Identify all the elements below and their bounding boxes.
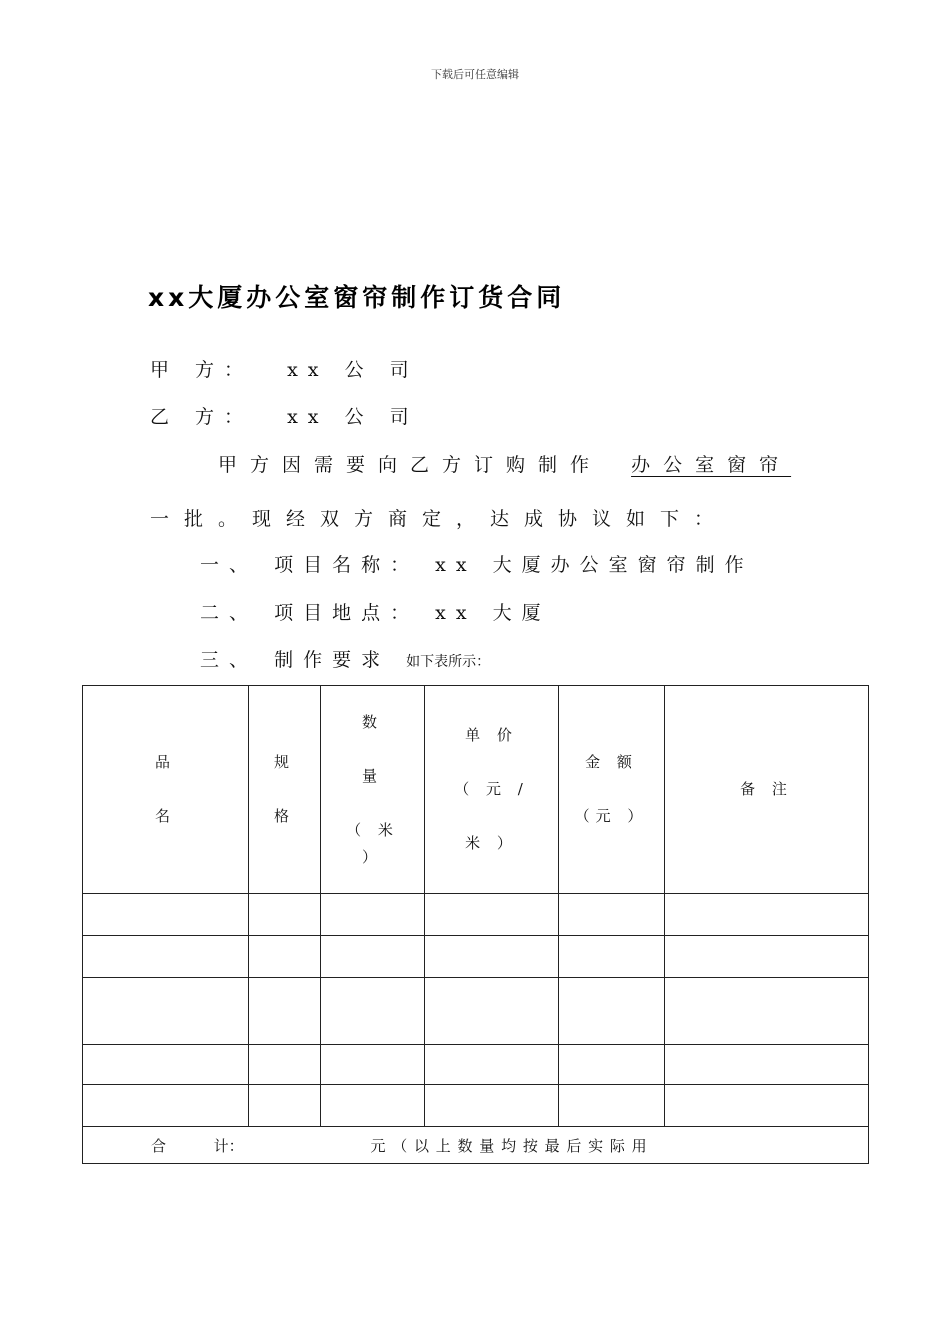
party-b-line [150, 402, 419, 429]
clause-2-value: xx 大厦 [435, 602, 551, 624]
clause-2-num: 二、 [200, 602, 259, 624]
party-a-line [150, 355, 419, 382]
clause-1-num: 一、 [200, 554, 259, 576]
clause-3-label: 制作要求 [274, 649, 391, 671]
table-row [83, 936, 869, 978]
party-b-value: xx 公 司 [287, 406, 419, 428]
clause-1 [200, 550, 754, 577]
clause-2-label: 项目地点： [274, 602, 420, 624]
header-quantity: 数 量 （ 米 ） [321, 686, 425, 894]
clause-3-num: 三、 [200, 649, 259, 671]
clause-2 [200, 598, 551, 625]
header-product-name: 品 名 [83, 686, 249, 894]
intro-continuation: 一批。现经双方商定，达成协议如下： [150, 508, 729, 530]
table-row [83, 978, 869, 1045]
party-a-value: xx 公 司 [287, 359, 419, 381]
clause-1-label: 项目名称： [274, 554, 420, 576]
document-title: xx大厦办公室窗帘制作订货合同 [148, 283, 566, 312]
header-amount: 金 额 （元 ） [559, 686, 665, 894]
header-remarks: 备 注 [665, 686, 869, 894]
table-row [83, 1045, 869, 1085]
total-label: 合 计： [151, 1136, 244, 1155]
intro-prefix: 甲方因需要向乙方订购制作 [218, 454, 603, 476]
header-unit-price: 单 价 （ 元 / 米 ） [425, 686, 559, 894]
header-spec: 规 格 [249, 686, 321, 894]
table-header-row [83, 686, 869, 894]
table-row [83, 1085, 869, 1127]
party-b-label: 乙 方： [150, 406, 254, 428]
clause-1-value: xx 大厦办公室窗帘制作 [435, 554, 754, 576]
total-text: 元 （ 以 上 数 量 均 按 最 后 实 际 用 [370, 1136, 647, 1155]
total-cell [83, 1127, 869, 1164]
table-row [83, 894, 869, 936]
intro-line [218, 450, 791, 477]
clause-3-note: 如下表所示： [406, 654, 491, 670]
clause-3 [200, 645, 490, 672]
party-a-label: 甲 方： [150, 359, 254, 381]
table-total-row [83, 1127, 869, 1164]
spec-table [82, 685, 869, 1164]
intro-item: 办公室窗帘 [631, 454, 792, 476]
header-note: 下载后可任意编辑 [431, 68, 519, 81]
